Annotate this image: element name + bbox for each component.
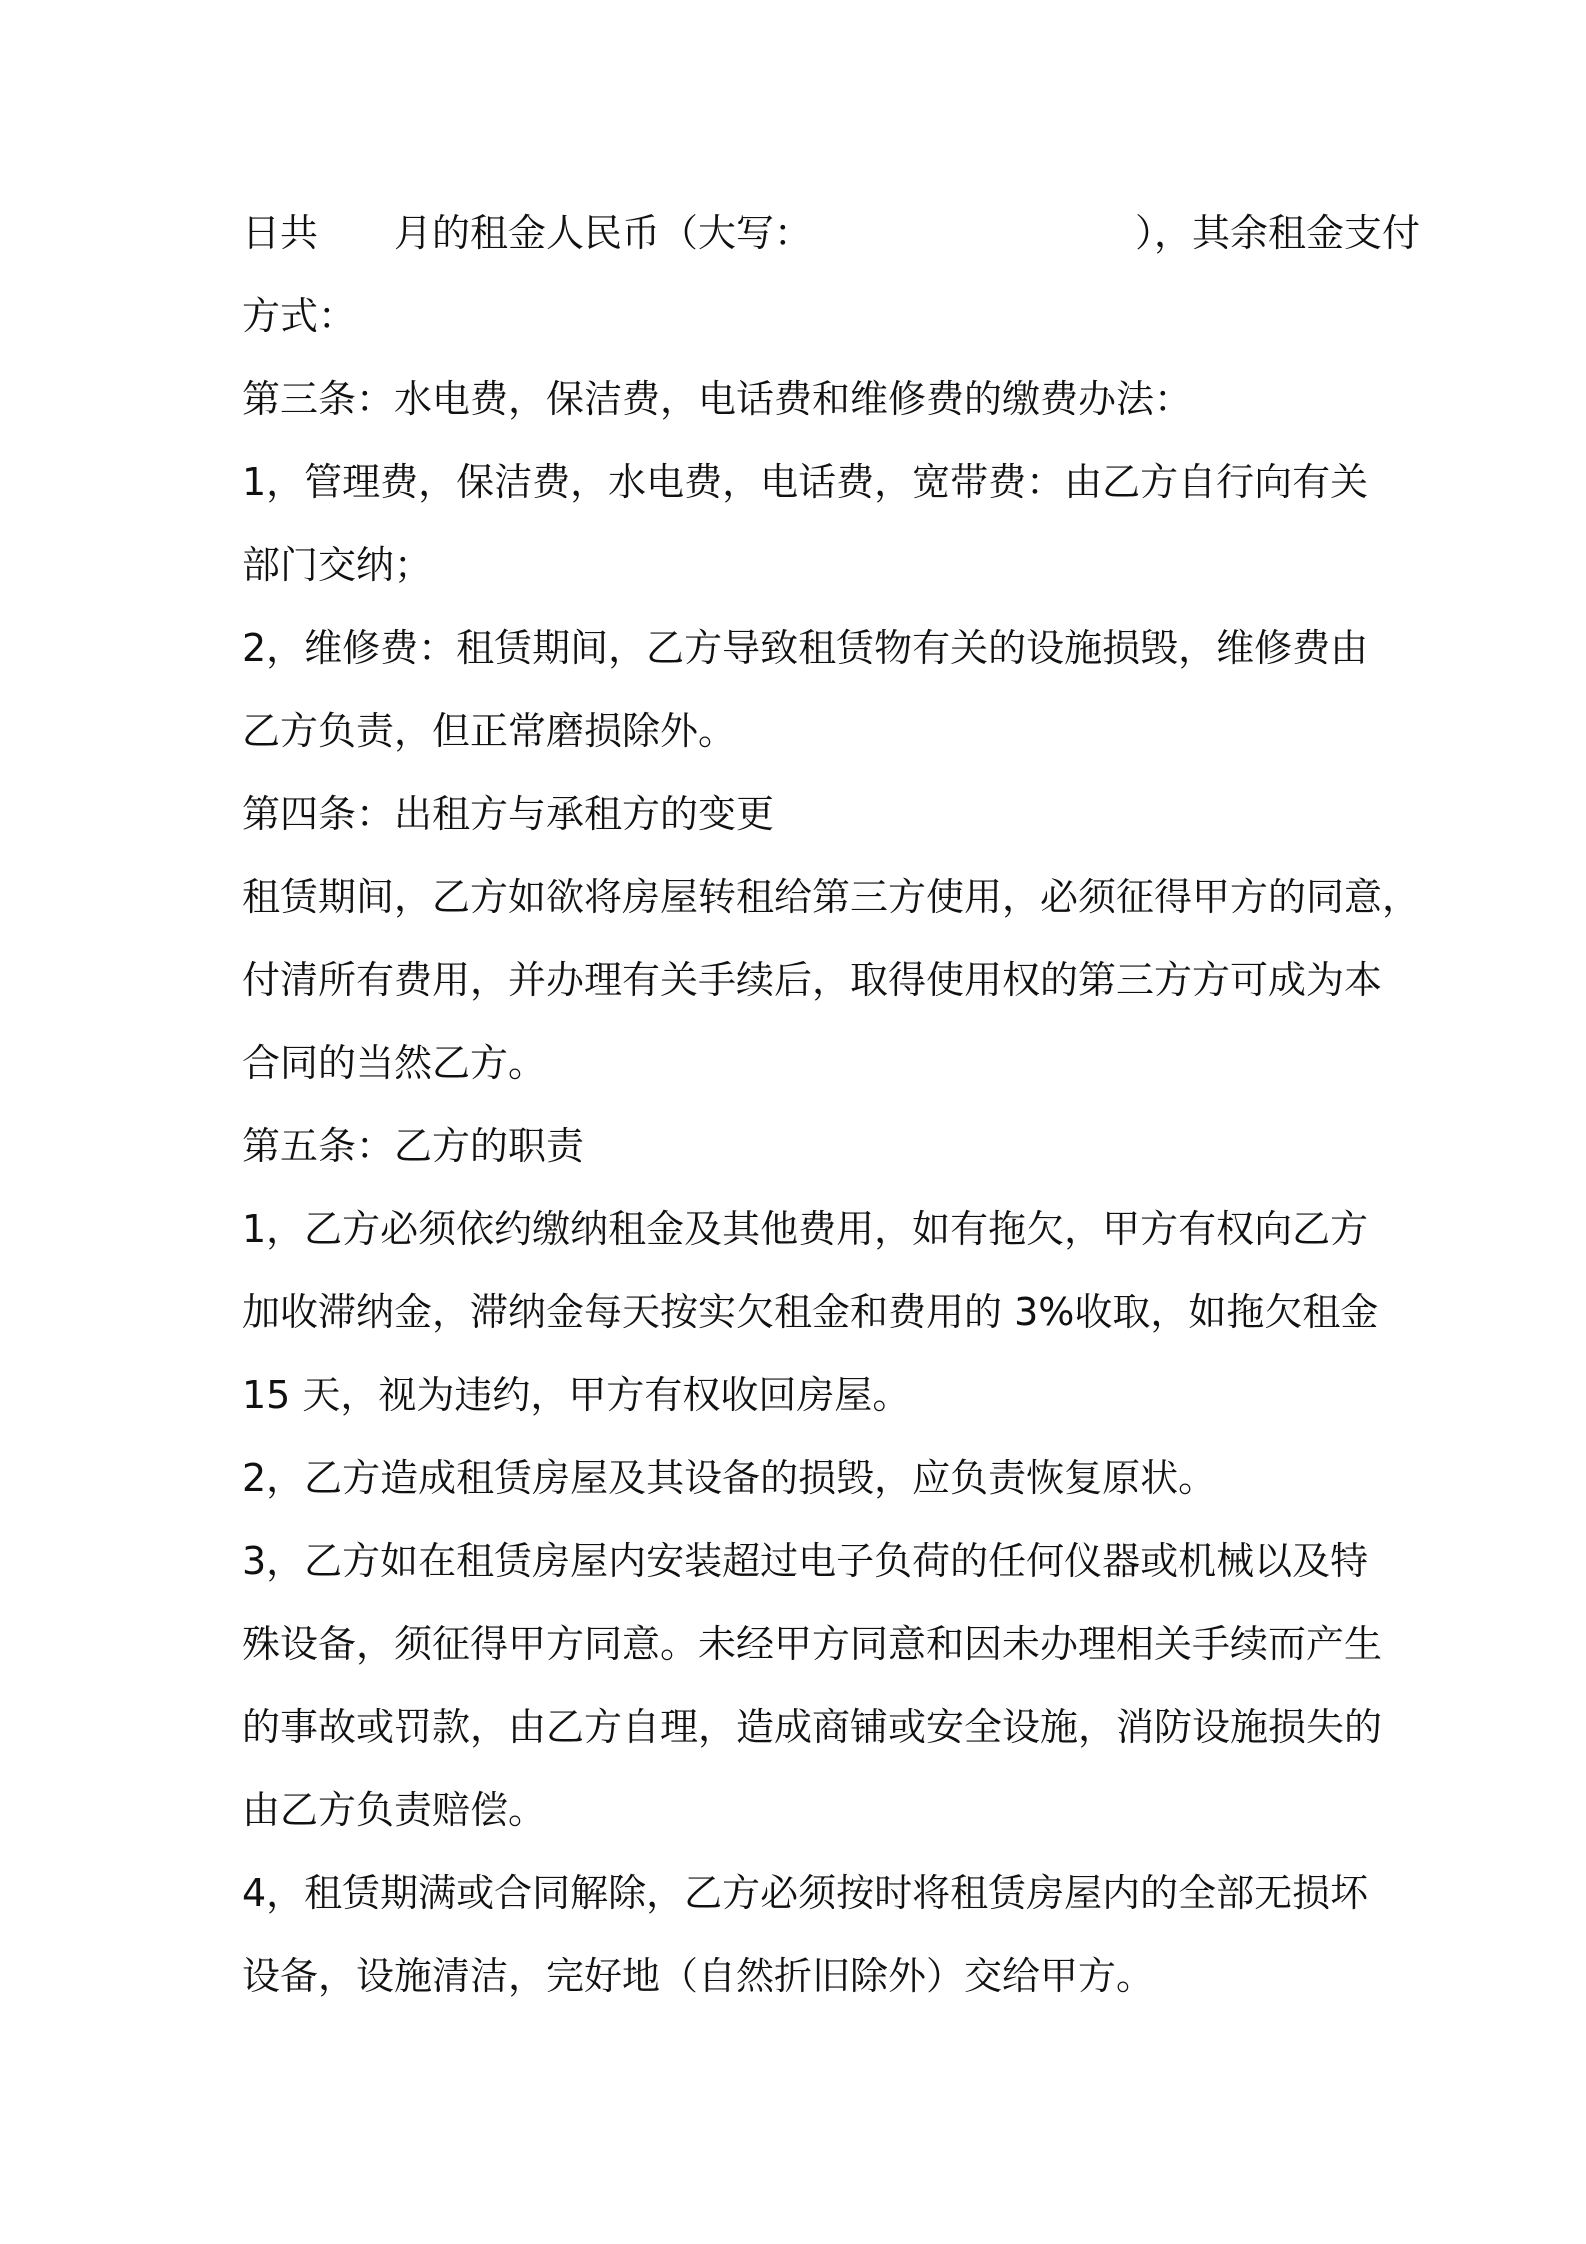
text-line: 部门交纳； [242, 543, 433, 587]
contract-body [242, 192, 1421, 2018]
text-line: 付清所有费用，并办理有关手续后，取得使用权的第三方方可成为本 [242, 958, 1383, 1002]
text-line: 1，乙方必须依约缴纳租金及其他费用，如有拖欠，甲方有权向乙方 [242, 1207, 1369, 1251]
article-heading: 第三条：水电费，保洁费，电话费和维修费的缴费办法： [242, 377, 1193, 421]
text-line: 15 天，视为违约，甲方有权收回房屋。 [242, 1373, 911, 1417]
text-line: 合同的当然乙方。 [242, 1041, 547, 1085]
text-line: 由乙方负责赔偿。 [242, 1788, 547, 1832]
text-line: 租赁期间，乙方如欲将房屋转租给第三方使用，必须征得甲方的同意， [242, 875, 1421, 919]
text-line: 加收滞纳金，滞纳金每天按实欠租金和费用的 3%收取，如拖欠租金 [242, 1290, 1379, 1334]
text-line: 4，租赁期满或合同解除，乙方必须按时将租赁房屋内的全部无损坏 [242, 1871, 1369, 1915]
text-line: 设备，设施清洁，完好地（自然折旧除外）交给甲方。 [242, 1954, 1155, 1998]
text-line: 2，乙方造成租赁房屋及其设备的损毁，应负责恢复原状。 [242, 1456, 1217, 1500]
text-line: 1，管理费，保洁费，水电费，电话费，宽带费：由乙方自行向有关 [242, 460, 1369, 504]
text-line: 乙方负责，但正常磨损除外。 [242, 709, 737, 753]
text-line: 日共 月的租金人民币（大写： ），其余租金支付 [242, 211, 1421, 255]
text-line: 殊设备，须征得甲方同意。未经甲方同意和因未办理相关手续而产生 [242, 1622, 1383, 1666]
text-line: 2，维修费：租赁期间，乙方导致租赁物有关的设施损毁，维修费由 [242, 626, 1369, 670]
text-line: 3，乙方如在租赁房屋内安装超过电子负荷的任何仪器或机械以及特 [242, 1539, 1369, 1583]
article-heading: 第四条：出租方与承租方的变更 [242, 792, 775, 836]
text-line: 方式： [242, 294, 357, 338]
article-heading: 第五条：乙方的职责 [242, 1124, 585, 1168]
text-line: 的事故或罚款，由乙方自理，造成商铺或安全设施，消防设施损失的 [242, 1705, 1383, 1749]
